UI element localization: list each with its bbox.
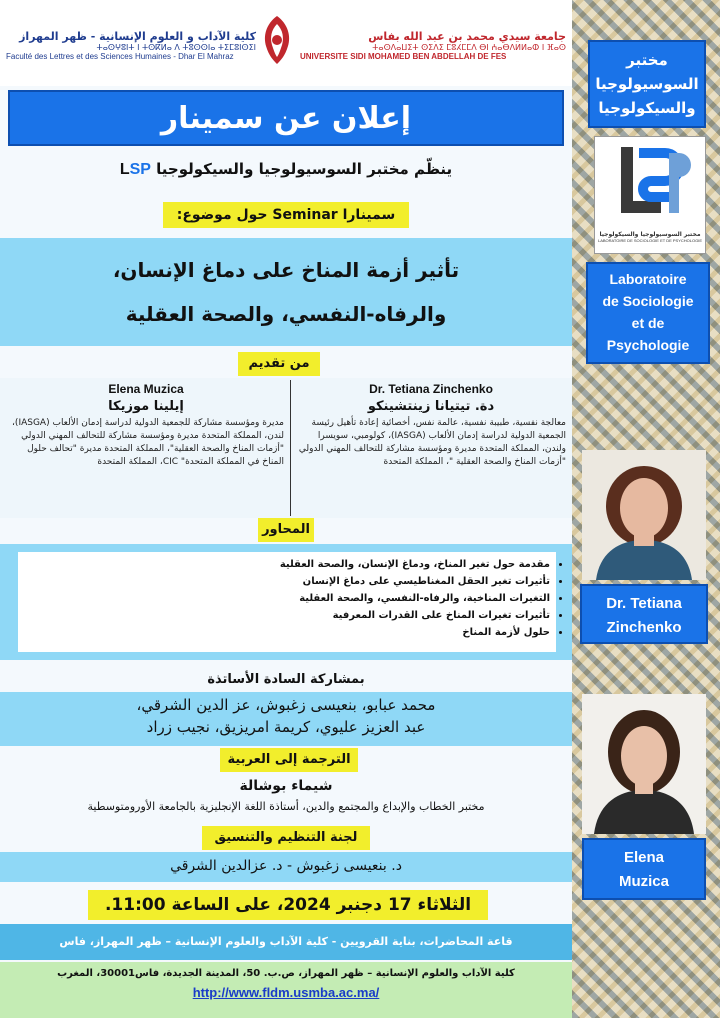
address-text: كلية الآداب والعلوم الإنسانية – ظهر المهراز، ص.ب. 50، المدينة الجديدة، فاس30001، المغرب bbox=[57, 968, 515, 979]
address-band bbox=[0, 962, 572, 1018]
university-name-ar: جامعة سيدي محمد بن عبد الله بفاس bbox=[368, 30, 566, 43]
speaker-1 bbox=[296, 382, 566, 469]
list-item: • التغيرات المناخية، والرفاه-النفسي، والصحة العقلية bbox=[30, 590, 550, 607]
speaker-2 bbox=[8, 382, 284, 469]
lsp-logo-caption-ar: مختبر السوسيولوجيا والسيكولوجيا bbox=[599, 231, 701, 238]
speaker-1-caption bbox=[580, 584, 708, 644]
lsp-logo bbox=[594, 136, 706, 254]
lab-name-ar-line-3: والسيكولوجيا bbox=[598, 99, 696, 117]
topic-line-2: والرفاه-النفسي، والصحة العقلية bbox=[125, 302, 447, 326]
lab-name-fr-line-2: de Sociologie bbox=[602, 293, 694, 309]
faculty-block bbox=[6, 30, 256, 61]
university-name-fr: UNIVERSITE SIDI MOHAMED BEN ABDELLAH DE FES bbox=[300, 52, 507, 61]
speaker-1-caption-line-2: Zinchenko bbox=[606, 619, 682, 636]
speaker-2-name-ar: إيلينا موزيكا bbox=[108, 399, 184, 414]
professors-line-2: عبد العزيز عليوي، كريمة امريزيق، نجيب زراد bbox=[146, 718, 426, 736]
lab-name-fr-box bbox=[586, 262, 710, 364]
organizer-line bbox=[0, 160, 572, 179]
website-link[interactable]: http://www.fldm.usmba.ac.ma/ bbox=[192, 985, 380, 1000]
professors-title: بمشاركة السادة الأساتذة bbox=[207, 672, 365, 687]
lab-name-ar-line-2: السوسيولوجيا bbox=[595, 75, 699, 93]
professors-band bbox=[0, 692, 572, 746]
venue-text: قاعة المحاضرات، بناية القرويين - كلية الآداب والعلوم الإنسانية – ظهر المهراز، فاس bbox=[59, 935, 513, 948]
lab-name-ar-line-1: مختبر bbox=[626, 51, 668, 69]
speaker-2-caption bbox=[582, 838, 706, 900]
venue-band bbox=[0, 924, 572, 960]
page-title: إعلان عن سمينار bbox=[160, 100, 412, 136]
list-item: • تأثيرات تغيرات المناخ على القدرات المعرفية bbox=[30, 607, 550, 624]
university-logo bbox=[258, 14, 296, 66]
lsp-abbr bbox=[120, 161, 151, 178]
speaker-2-caption-line-1: Elena bbox=[623, 849, 665, 866]
topic-band bbox=[0, 238, 572, 346]
lab-name-fr-line-1: Laboratoire bbox=[609, 271, 687, 287]
translator-affiliation: مختبر الخطاب والإبداع والمجتمع والدين، أستاذة اللغة الإنجليزية بالجامعة الأورومتوسطية bbox=[87, 800, 485, 813]
committee-names: د. بنعيسى زغبوش - د. عزالدين الشرقي bbox=[170, 858, 402, 874]
speaker-2-name-en: Elena Muzica bbox=[108, 382, 184, 396]
speaker-1-name-en: Dr. Tetiana Zinchenko bbox=[369, 382, 493, 396]
organizer-text: ينظّم مختبر السوسيولوجيا والسيكولوجيا bbox=[156, 160, 453, 178]
speaker-1-name-ar: دة. تيتيانا زينتشينكو bbox=[367, 399, 495, 414]
title-banner bbox=[8, 90, 564, 146]
lab-name-fr-line-4: Psychologie bbox=[606, 337, 690, 353]
lsp-logo-caption-fr: LABORATOIRE DE SOCIOLOGIE ET DE PSYCHOLOGIE bbox=[597, 238, 703, 243]
list-item: • تأثيرات تغير الحقل المغناطيسي على دماغ الإنسان bbox=[30, 573, 550, 590]
list-item: • حلول لأزمة المناخ bbox=[30, 624, 550, 641]
seminar-intro: سمينارا Seminar حول موضوع: bbox=[163, 202, 409, 228]
speaker-2-photo bbox=[582, 694, 706, 834]
faculty-name-fr: Faculté des Lettres et des Sciences Humaines - Dhar El Mahraz bbox=[6, 52, 234, 61]
lsp-logo-mark bbox=[595, 137, 705, 227]
lsp-p: P bbox=[140, 161, 151, 178]
committee-title: لجنة التنظيم والتنسيق bbox=[202, 826, 370, 850]
lab-name-ar-box bbox=[588, 40, 706, 128]
presented-by-label: من تقديم bbox=[238, 352, 320, 376]
university-name-tifinagh: ⵜⴰⵙⴷⴰⵡⵉⵜ ⵙⵉⴷⵉ ⵎⵓⵃⵎⵎⴷ ⴱⵏ ⵄⴰⴱⴷⵍⵍⴰⵀ ⵏ ⴼⴰⵙ bbox=[372, 43, 566, 52]
speaker-1-photo bbox=[582, 450, 706, 580]
faculty-name-ar: كلية الآداب و العلوم الإنسانية - ظهر المهراز bbox=[19, 30, 256, 43]
university-block bbox=[300, 30, 566, 61]
lab-name-fr-line-3: et de bbox=[631, 315, 665, 331]
translation-title: الترجمة إلى العربية bbox=[220, 748, 358, 772]
lsp-l: L bbox=[119, 161, 130, 178]
list-item: • مقدمة حول تغير المناخ، ودماغ الإنسان، والصحة العقلية bbox=[30, 556, 550, 573]
topic-line-1: تأثير أزمة المناخ على دماغ الإنسان، bbox=[112, 258, 460, 282]
axes-title: المحاور bbox=[258, 518, 314, 542]
speaker-1-caption-line-1: Dr. Tetiana bbox=[606, 595, 682, 612]
speaker-2-caption-line-2: Muzica bbox=[618, 873, 669, 890]
event-datetime bbox=[88, 890, 488, 920]
speakers-divider bbox=[290, 380, 291, 516]
translator-name: شيماء بوشالة bbox=[239, 778, 333, 794]
event-datetime-text: الثلاثاء 17 دجنبر 2024، على الساعة 11:00. bbox=[104, 895, 472, 915]
speaker-1-bio: معالجة نفسية، طبيبة نفسية، عالمة نفس، أخصائية إعادة تأهيل رئيسة الجمعية الدولية لدراسة إدمان الألعاب (IASGA)، كولومبي، سويسرا ولندن، المملكة المتحدة مديرة ومؤسسة مشاركة للتحالف المهني الدولي "أزمات المناخ والصحة العقلية "، المملكة المتحدة bbox=[298, 418, 566, 467]
speaker-2-bio: مديرة ومؤسسة مشاركة للجمعية الدولية لدراسة إدمان الألعاب (IASGA)، لندن، المملكة المتحدة مديرة ومؤسسة مشاركة للتحالف المهني الدولي "أزمات المناخ والصحة العقلية"، المملكة المتحدة مديرة "تحالف حلول المناخ في المملكة المتحدة" CIC، المملكة المتحدة bbox=[12, 418, 284, 467]
lsp-s: S bbox=[129, 161, 141, 178]
professors-line-1: محمد عبابو، بنعيسى زغبوش، عز الدين الشرقي، bbox=[136, 696, 436, 714]
faculty-name-tifinagh: ⵜⴰⵙⵖⵓⵏⵜ ⵏ ⵜⵙⴽⵍⴰ ⴷ ⵜⵓⵙⵙⵏⴰ ⵜⵉⵎⵓⵏⵙⵉⵏ bbox=[96, 43, 256, 52]
axes-list bbox=[30, 552, 568, 641]
